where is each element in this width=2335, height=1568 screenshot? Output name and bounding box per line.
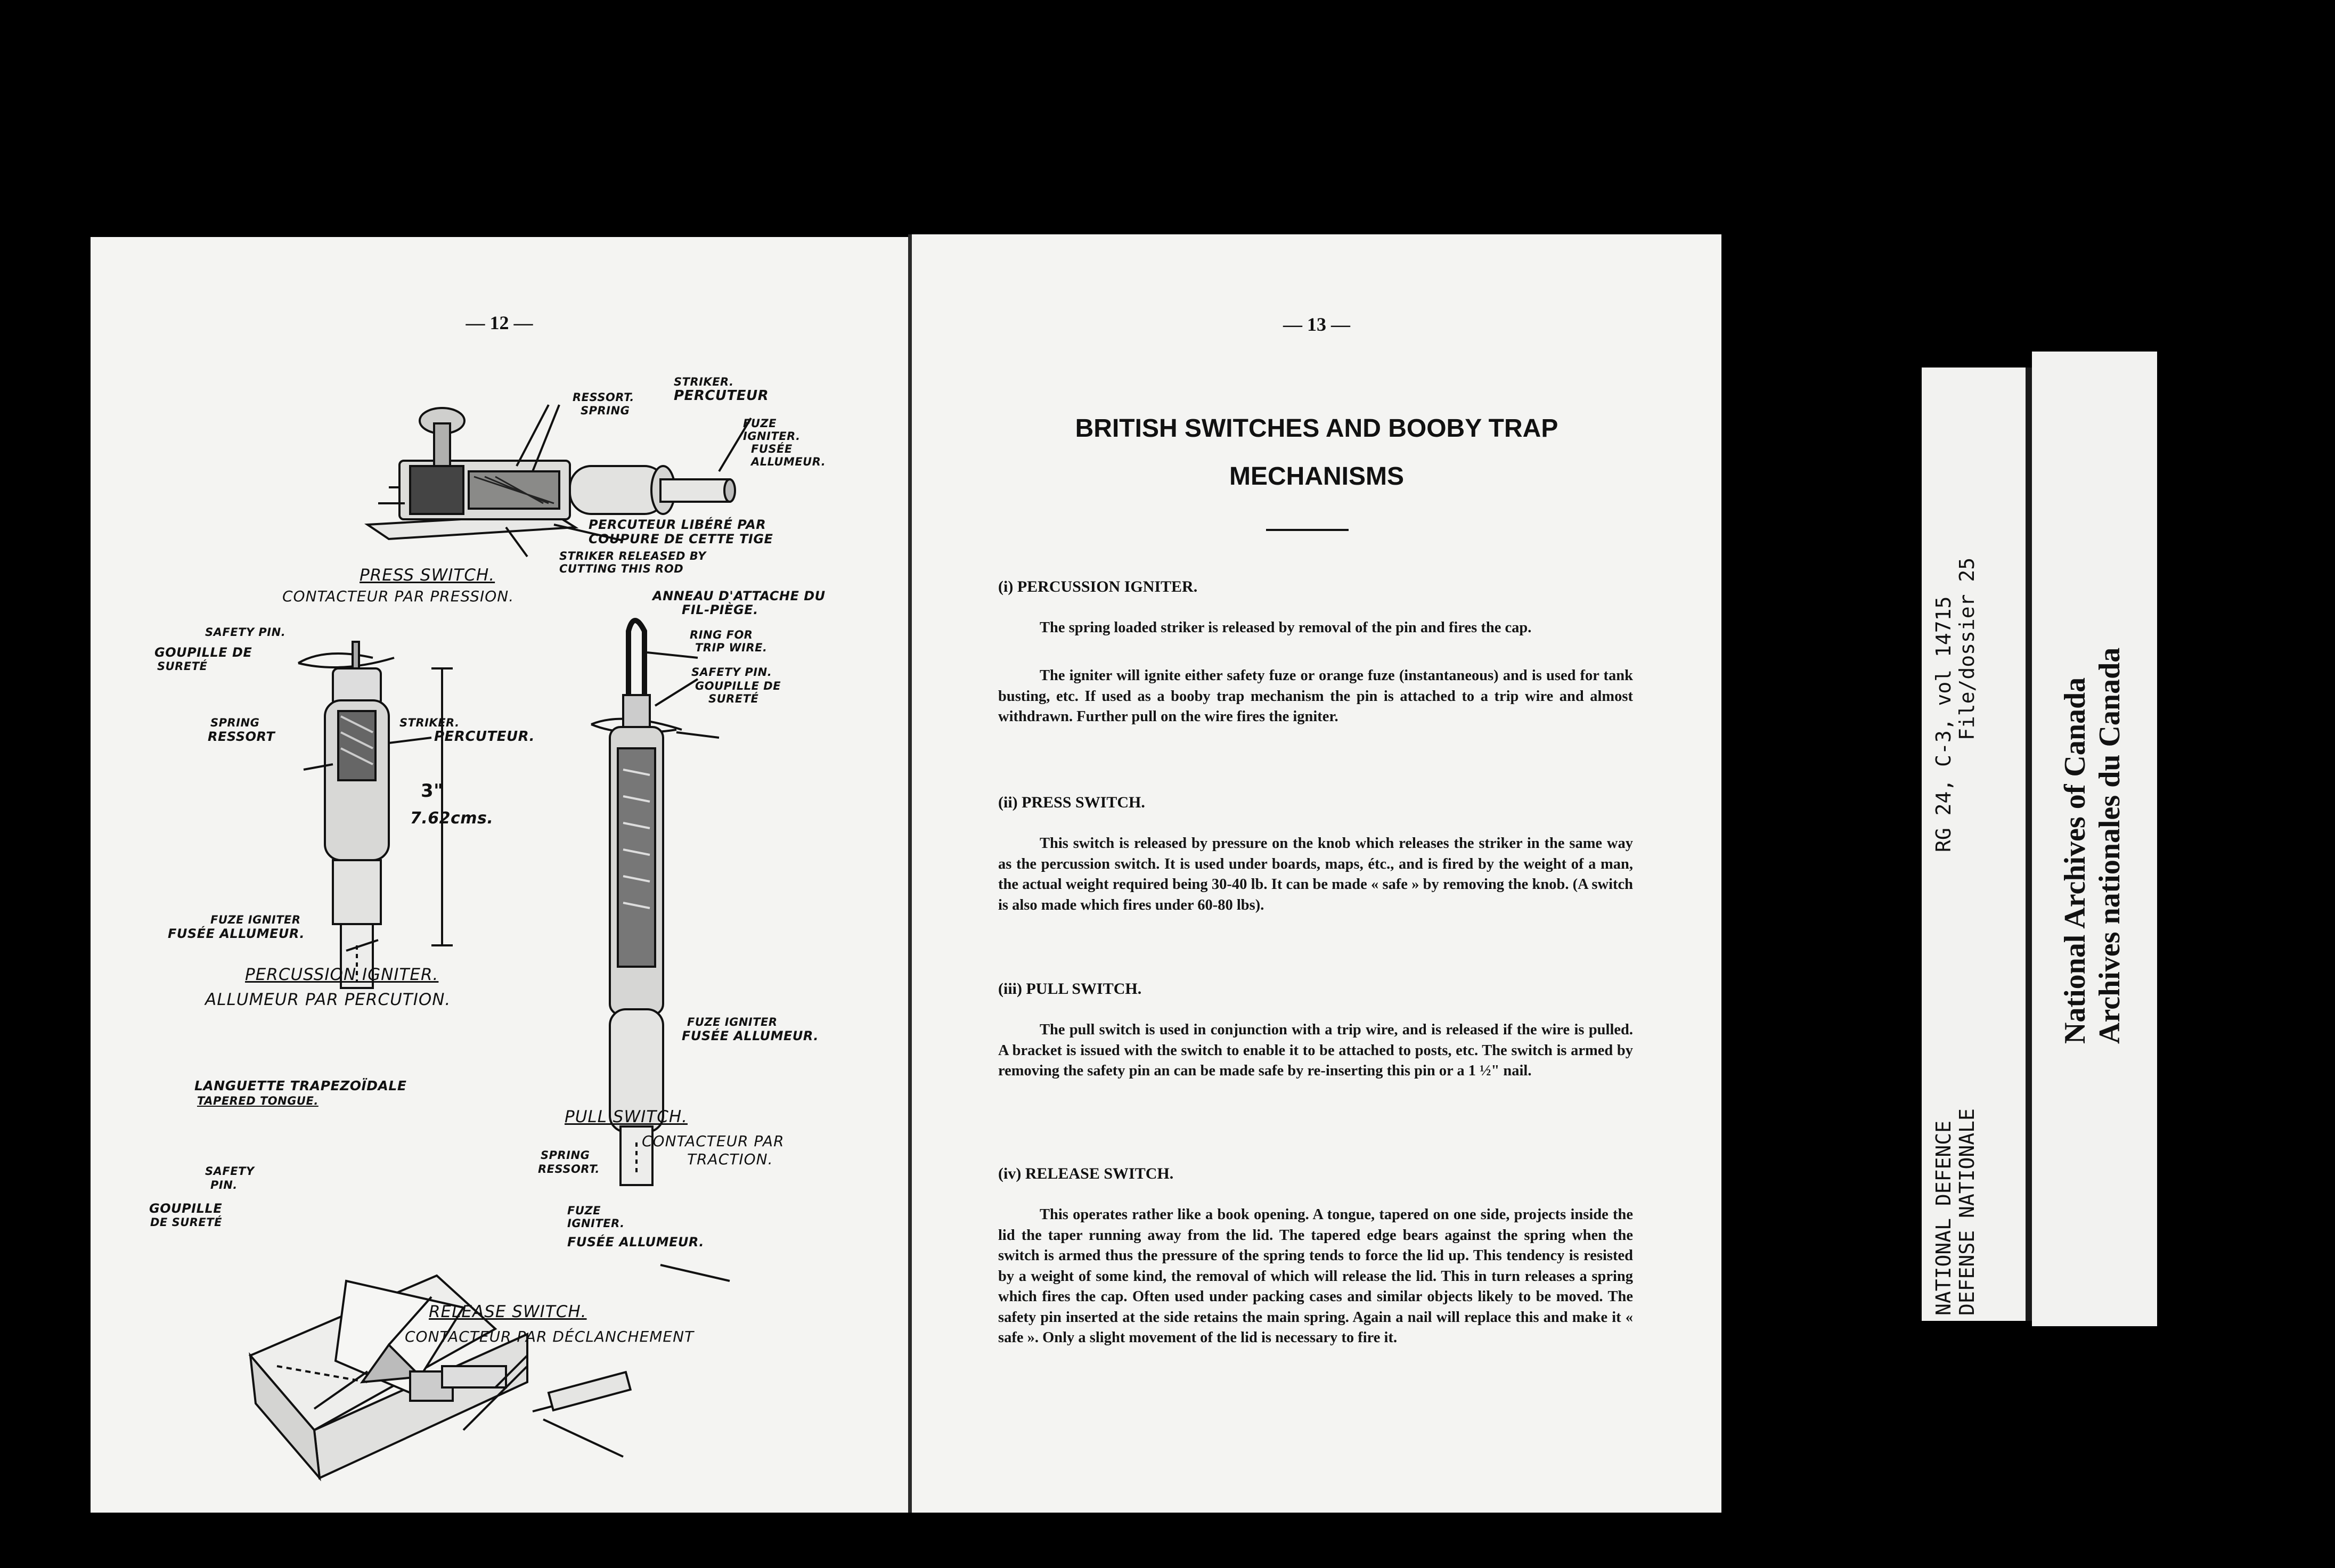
right-page [912,234,1721,1513]
label-dimension-cm: 7.62cms. [410,809,494,828]
caption-press-switch-en: PRESS SWITCH. [360,566,495,585]
page-number-left: — 12 — [466,312,533,333]
label-anneau: ANNEAU D'ATTACHE DU [652,589,826,603]
label-ressort: RESSORT. [573,391,634,404]
section-heading-release-switch: (iv) RELEASE SWITCH. [998,1165,1174,1182]
archive-reference-line-2: File/dossier 25 [1955,557,1979,740]
label-surete: SURETÉ [157,660,208,673]
label-fusee: FUSÉE [751,443,793,455]
label-ressort-rs: RESSORT. [538,1163,600,1175]
label-allumeur: ALLUMEUR. [751,455,826,468]
label-pin-rs: PIN. [210,1179,238,1191]
label-ressort-pi: RESSORT [208,729,275,744]
label-striker: STRIKER. [674,375,734,388]
label-goupille-rs: GOUPILLE [149,1201,223,1216]
archive-name-tab [2032,352,2157,1326]
caption-pull-switch-fr-2: TRACTION. [687,1150,773,1168]
label-coupure: COUPURE DE CETTE TIGE [589,532,773,546]
section-heading-pull-switch: (iii) PULL SWITCH. [998,980,1142,998]
label-fuze-igniter-pi: FUZE IGNITER [210,913,301,926]
label-fuze-rs: FUZE [567,1204,601,1217]
paragraph-percussion-igniter-2: The igniter will ignite either safety fuze or orange fuze (instantaneous) and is used for tank busting, etc. If used as a booby trap mechanism the pin is attached to a trip wire and almost withdrawn. Further pull on the wire fires the igniter. [998,667,1633,725]
document-title-line-1: BRITISH SWITCHES AND BOOBY TRAP [1075,414,1558,443]
caption-press-switch-fr: CONTACTEUR PAR PRESSION. [282,587,515,605]
caption-percussion-igniter-fr: ALLUMEUR PAR PERCUTION. [205,990,451,1009]
label-fusee-allumeur-rs: FUSÉE ALLUMEUR. [567,1235,704,1250]
label-cutting-rod: CUTTING THIS ROD [559,562,684,575]
archive-reference-line-1: RG 24, C-3, vol 14715 [1932,596,1955,852]
label-fil-piege: FIL-PIÈGE. [682,602,758,617]
label-surete-ps: SURETÉ [708,692,759,705]
paragraph-press-switch: This switch is released by pressure on the knob which releases the striker in the same way as the percussion switch. It is used under boards, maps, étc., and is fired by the weight of a man, the actual weight required being 30-40 lb. It can be made « safe » by removing the knob. (A switch is also made which fires under 60-80 lbs). [998,835,1633,913]
caption-percussion-igniter-en: PERCUSSION IGNITER. [245,965,439,984]
department-line-2: DEFENSE NATIONALE [1955,1108,1979,1316]
label-fusee-allumeur-ps: FUSÉE ALLUMEUR. [682,1028,819,1043]
label-spring-rs: SPRING [541,1149,590,1162]
page-number-right: — 13 — [1283,314,1350,335]
caption-pull-switch-en: PULL SWITCH. [565,1107,688,1126]
department-line-1: NATIONAL DEFENCE [1932,1120,1955,1316]
document-title [912,405,1721,501]
label-safety-pin: SAFETY PIN. [205,626,286,639]
archive-name-fr: Archives nationales du Canada [2093,647,2126,1044]
label-percuteur-pi: PERCUTEUR. [434,729,535,745]
label-fuze-igniter-ps: FUZE IGNITER [687,1016,778,1028]
caption-release-switch-en: RELEASE SWITCH. [429,1302,587,1321]
document-title-line-2: MECHANISMS [1229,462,1404,491]
label-surete-rs: DE SURETÉ [150,1216,222,1229]
label-ring-for: RING FOR [690,628,753,641]
label-fusee-allumeur-pi: FUSÉE ALLUMEUR. [168,926,305,941]
left-page [91,237,908,1513]
section-heading-percussion-igniter: (i) PERCUSSION IGNITER. [998,578,1198,595]
label-goupille: GOUPILLE DE [154,645,252,660]
label-percuteur: PERCUTEUR [674,388,769,404]
label-safety-pin-ps: SAFETY PIN. [691,666,772,679]
archive-name-en: National Archives of Canada [2059,677,2092,1044]
label-spring: SPRING [581,404,630,417]
title-rule [1266,529,1349,531]
paragraph-pull-switch: The pull switch is used in conjunction with a trip wire, and is released if the wire is pulled. A bracket is issued with the switch to enable it to be attached to posts, etc. The switch is armed by removing the safety pin an can be made safe by re-inserting this pin or a 1 ½" nail. [998,1022,1633,1079]
label-striker-released: STRIKER RELEASED BY [559,550,706,562]
section-heading-press-switch: (ii) PRESS SWITCH. [998,794,1145,811]
label-spring-pi: SPRING [210,716,260,729]
tab-divider [2026,368,2032,1321]
label-striker-pi: STRIKER. [399,716,460,729]
paragraph-release-switch: This operates rather like a book opening. A tongue, tapered on one side, projects inside the lid the taper running away from the lid. The tapered edge bears against the spring when the switch is armed thus the pressure of the spring tends to force the lid up. This tendency is resisted by a weight of some kind, the removal of which will release the lid. This in turn releases a spring which fires the cap. Often used under packing cases and similar objects likely to be moved. The safety pin inserted at the side retains the main spring. Again a nail will replace this and make it « safe ». Only a slight movement of the lid is necessary to fire it. [998,1206,1633,1346]
label-igniter-rs: IGNITER. [567,1217,625,1230]
label-percuteur-libere: PERCUTEUR LIBÉRÉ PAR [589,517,766,532]
label-tapered-tongue: TAPERED TONGUE. [197,1095,319,1107]
label-igniter: IGNITER. [743,430,801,443]
label-fuze: FUZE [743,417,777,430]
caption-release-switch-fr: CONTACTEUR PAR DÉCLANCHEMENT [405,1328,695,1345]
label-dimension-inches: 3" [421,780,444,802]
pull-switch-drawing [591,620,730,1281]
label-goupille-ps: GOUPILLE DE [695,680,781,692]
label-languette: LANGUETTE TRAPEZOÏDALE [194,1078,407,1093]
paragraph-percussion-igniter-1: The spring loaded striker is released by removal of the pin and fires the cap. [1040,619,1532,636]
caption-pull-switch-fr-1: CONTACTEUR PAR [642,1132,785,1150]
label-safety-rs: SAFETY [205,1165,255,1178]
label-trip-wire: TRIP WIRE. [695,641,768,654]
archive-reference-tab [1922,368,2026,1321]
